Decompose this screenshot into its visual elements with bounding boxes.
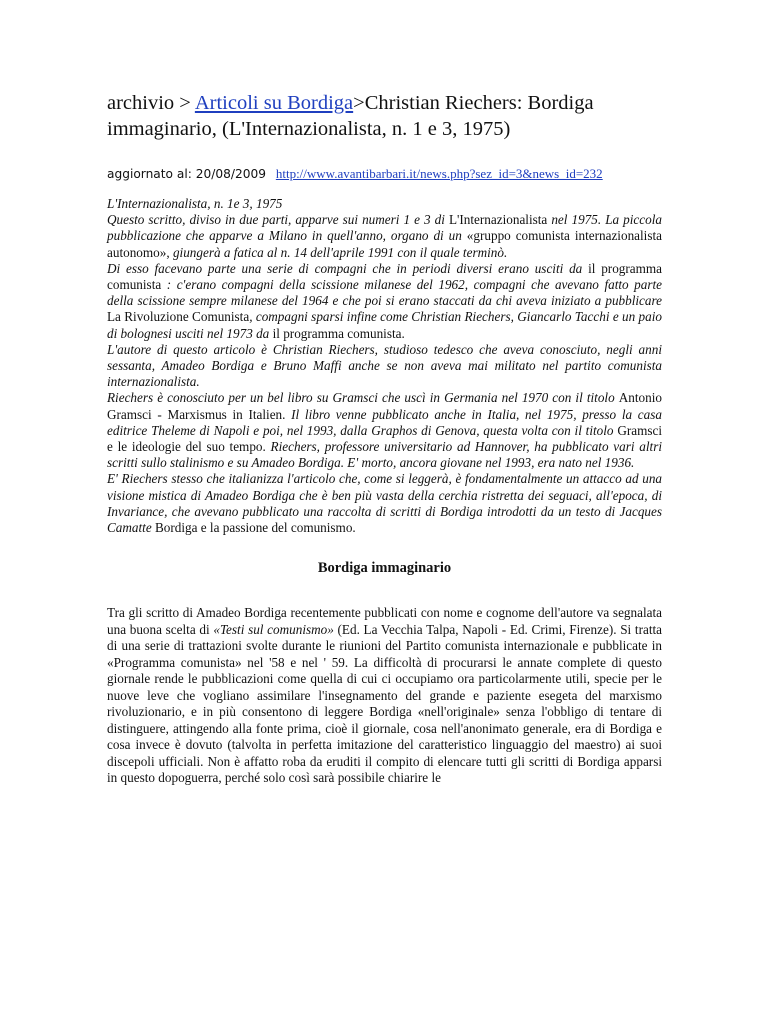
- intro-source-line: L'Internazionalista, n. 1e 3, 1975: [107, 196, 283, 211]
- intro-paragraph-1: Questo scritto, diviso in due parti, apparve sui numeri 1 e 3 di L'Internazionalista nel 1975. La piccola pubblicazione che apparve a Milano in quell'anno, organo di un «gruppo comunista internazionalista autonomo», giungerà a fatica al n. 14 dell'aprile 1991 con il quale terminò.: [107, 212, 662, 260]
- intro-paragraph-2: Di esso facevano parte una serie di compagni che in periodi diversi erano usciti da il programma comunista : c'erano compagni della scissione milanese del 1962, compagni che avevano fatto parte della scissione sempre milanese del 1964 e che poi si erano staccati da chi aveva iniziato a pubblicare La Rivoluzione Comunista, compagni sparsi infine come Christian Riechers, Giancarlo Tacchi e un paio di bolognesi usciti nel 1973 da il programma comunista.: [107, 260, 662, 341]
- page-title: [107, 90, 662, 142]
- updated-date: aggiornato al: 20/08/2009: [107, 167, 266, 181]
- intro-paragraph-4: Riechers è conosciuto per un bel libro su Gramsci che uscì in Germania nel 1970 con il titolo Antonio Gramsci - Marxismus in Italien. Il libro venne pubblicato anche in Italia, nel 1975, presso la casa editrice Theleme di Napoli e poi, nel 1993, dalla Graphos di Genova, questa volta con il titolo Gramsci e le ideologie del suo tempo. Riechers, professore universitario ad Hannover, ha pubblicato vari altri scritti sullo stalinismo e su Amadeo Bordiga. E' morto, ancora giovane nel 1993, era nato nel 1936.: [107, 390, 662, 471]
- document-page: [107, 90, 662, 787]
- article-body-paragraph: Tra gli scritto di Amadeo Bordiga recentemente pubblicati con nome e cognome dell'autore va segnalata una buona scelta di «Testi sul comunismo» (Ed. La Vecchia Talpa, Napoli - Ed. Crimi, Firenze). Si tratta di una serie di trattazioni svolte durante le riunioni del Partito comunista internazionale e pubblicate in «Programma comunista» nel '58 e nel ' 59. La difficoltà di procurarsi le annate complete di questo giornale rende le pubblicazioni come quella di cui ci occupiamo ora particolarmente utili, specie per le nuove leve che vogliano assimilare l'insegnamento del grande e paziente esegeta del marxismo rivoluzionario, e in più consentono di leggere Bordiga «nell'originale» senza l'obbligo di tentare di distinguere, attingendo alla fonte prima, cioè il giornale, cosa nell'anonimato generale, era di Bordiga e cosa invece è dovuto (talvolta in perfetta imitazione del caratteristico linguaggio del maestro) ai suoi discepoli ufficiali. Non è affatto roba da eruditi il compito di elencare tutti gli scritti di Bordiga apparsi in questo dopoguerra, perché solo così sarà possibile chiarire le: [107, 605, 663, 786]
- intro-paragraph-3: L'autore di questo articolo è Christian Riechers, studioso tedesco che aveva conosciuto, negli anni sessanta, Amadeo Bordiga e Bruno Maffi anche se non aveva mai militato nel partito comunista internazionalista.: [107, 341, 662, 390]
- breadcrumb-prefix: archivio >: [107, 92, 195, 114]
- breadcrumb-link-articoli[interactable]: Articoli su Bordiga: [194, 92, 354, 114]
- intro-paragraph-5: E' Riechers stesso che italianizza l'articolo che, come si leggerà, è fondamentalmente un attacco ad una visione mistica di Amadeo Bordiga che è ben più vasta della cerchia ristretta dei seguaci, all'epoca, di Invariance, che avevano pubblicato una raccolta di scritti di Bordiga introdotti da un testo di Jacques Camatte Bordiga e la passione del comunismo.: [107, 471, 662, 536]
- editorial-intro: [107, 196, 662, 536]
- breadcrumb-article-title: >Christian Riechers: Bordiga immaginario, (L'Internazionalista, n. 1 e 3, 1975): [107, 92, 594, 140]
- update-line: [107, 166, 662, 182]
- section-title: Bordiga immaginario: [317, 560, 452, 577]
- source-url-link[interactable]: http://www.avantibarbari.it/news.php?sez_id=3&news_id=232: [275, 166, 603, 181]
